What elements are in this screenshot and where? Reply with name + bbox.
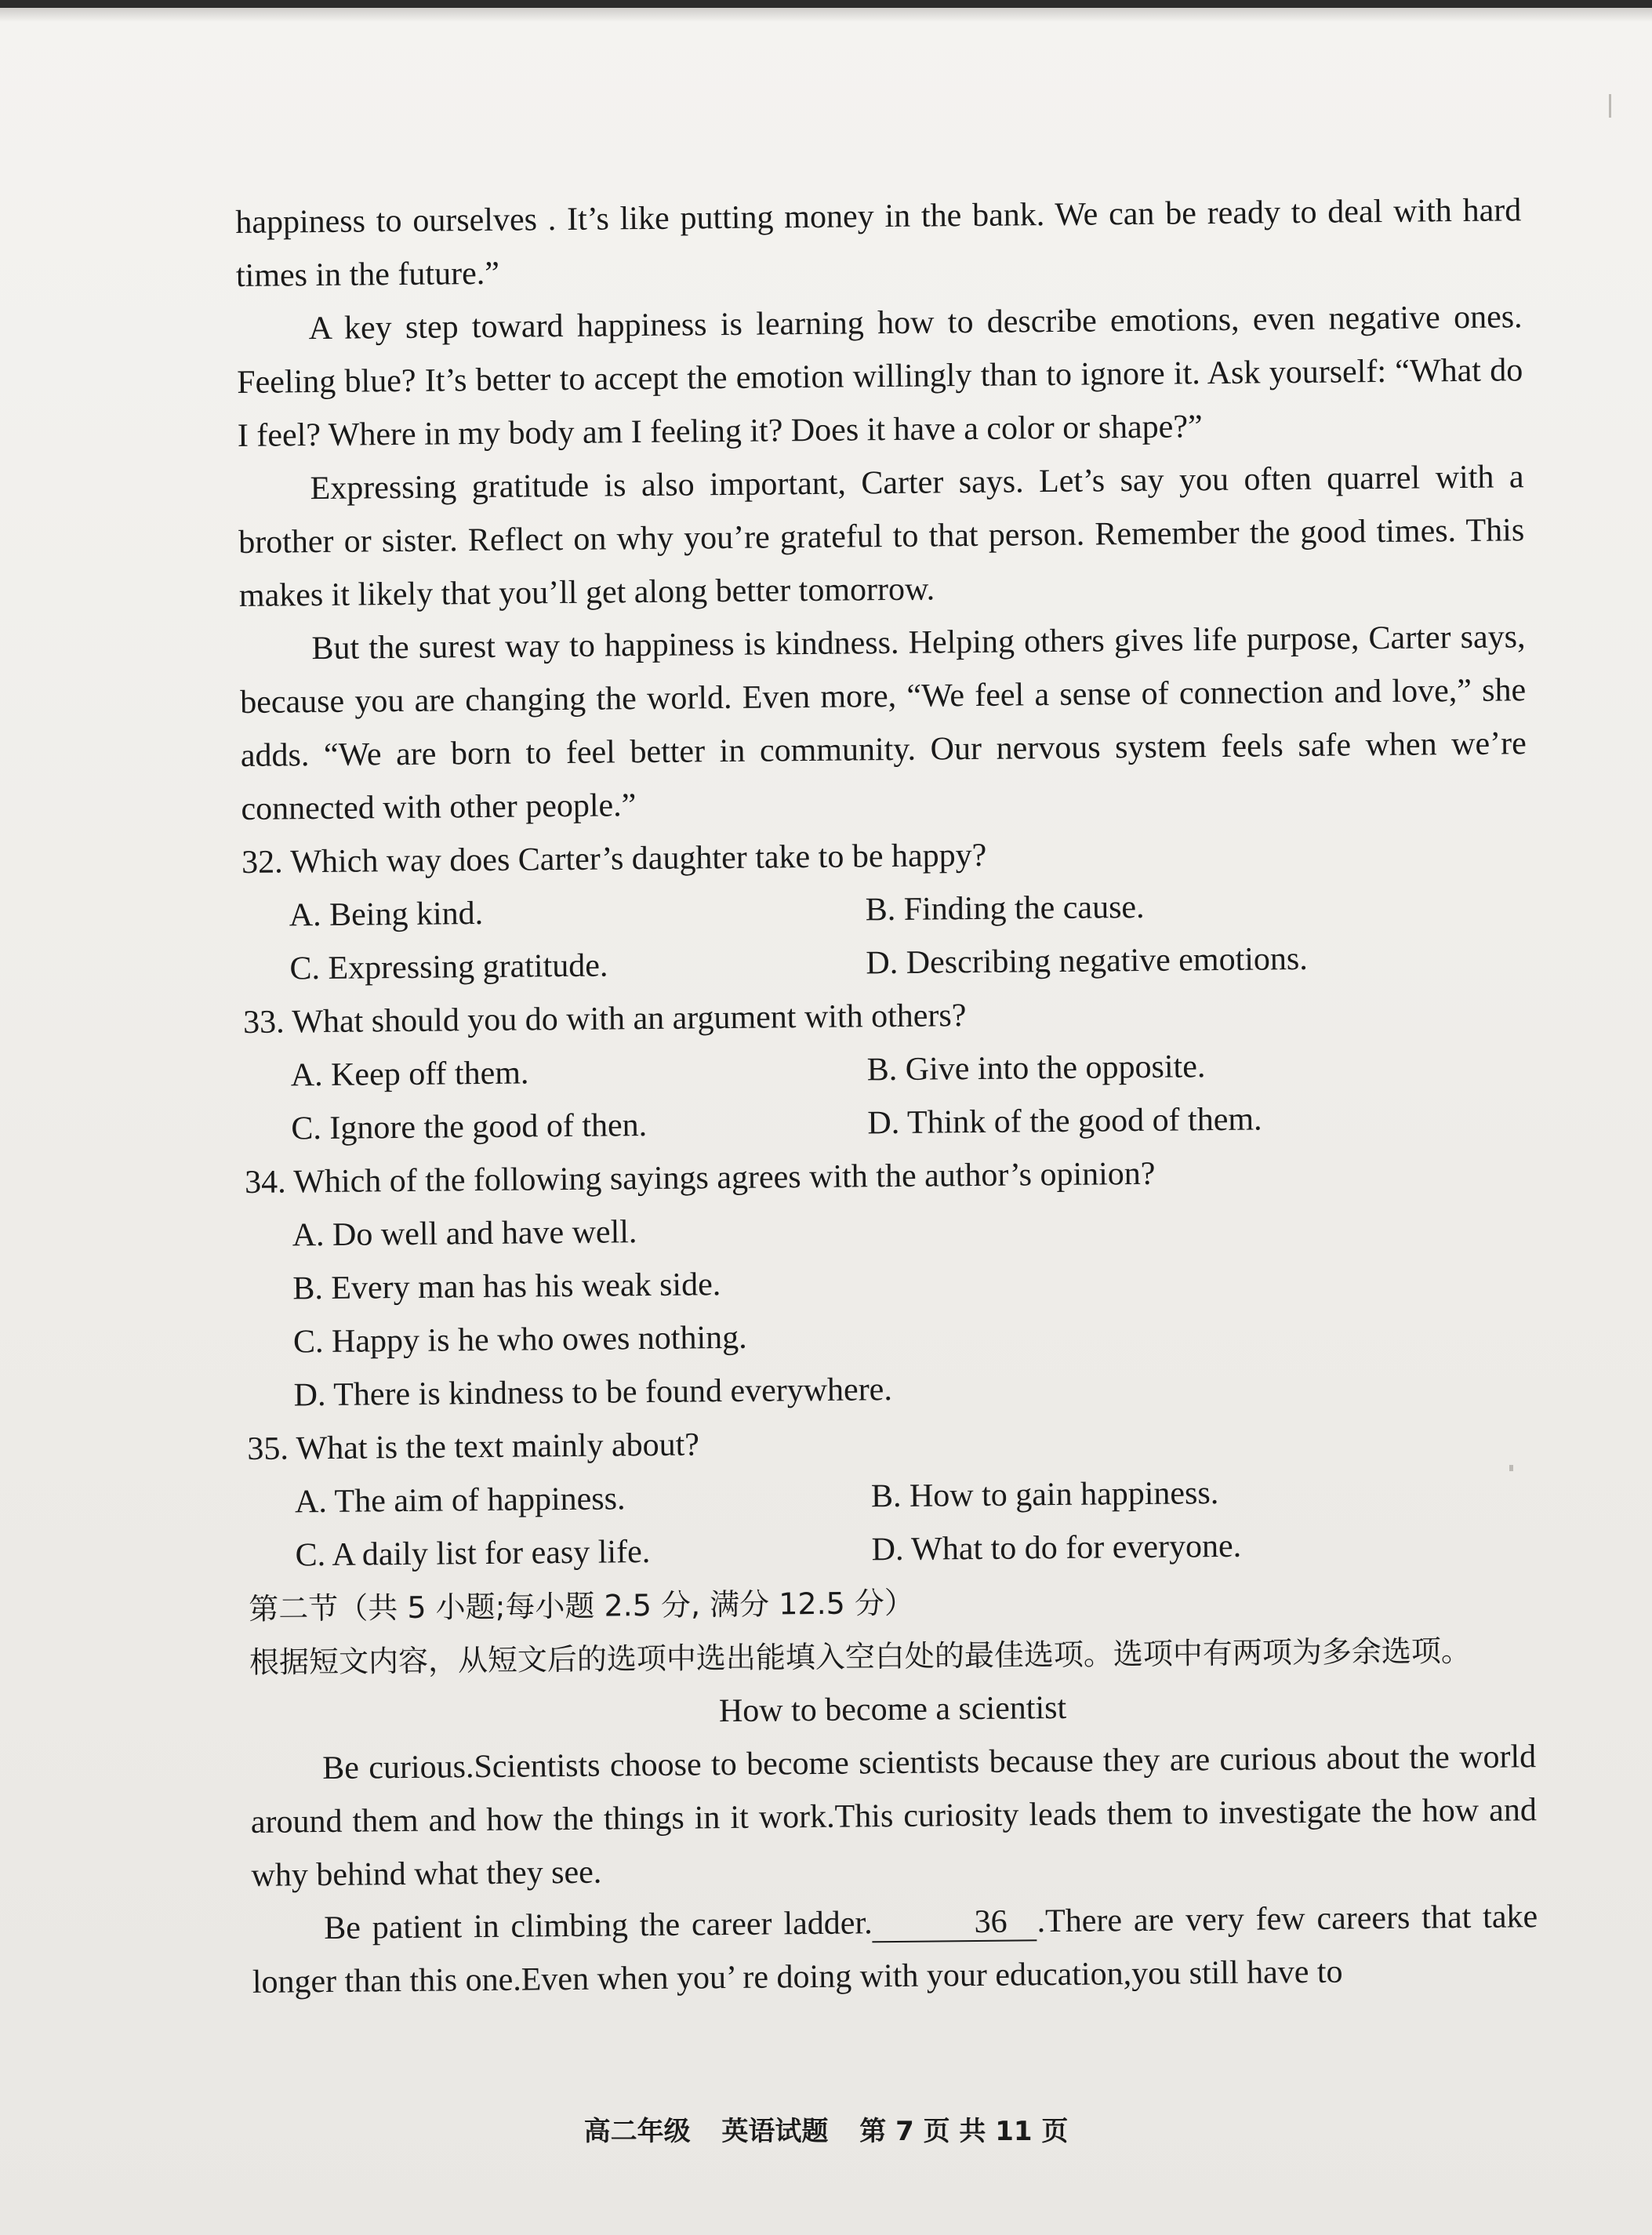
section2-paragraph-2 bbox=[252, 1890, 1538, 2009]
blank-36: 36 bbox=[872, 1903, 1037, 1942]
option-a: A. Do well and have well. bbox=[292, 1214, 637, 1254]
scan-speck bbox=[1609, 94, 1611, 118]
option-a: A. Keep off them. bbox=[290, 1055, 529, 1094]
question-stem: 32. Which way does Carter’s daughter take to be happy? bbox=[241, 837, 987, 881]
passage-paragraph-2: A key step toward happiness is learning how to describe emotions, even negative ones. Feeling blue? It’s better to accept the emotion willingly than to ignore it. Ask yourself: “What do I feel? Where in my body am I feeling it? Does it have a color or shape?” bbox=[237, 299, 1523, 454]
option-d: D. Think of the good of them. bbox=[867, 1101, 1262, 1142]
question-33 bbox=[243, 983, 1530, 1156]
option-a: A. The aim of happiness. bbox=[294, 1481, 626, 1521]
option-a: A. Being kind. bbox=[289, 896, 484, 934]
scan-edge-shadow bbox=[0, 8, 1652, 22]
option-b: B. Give into the opposite. bbox=[866, 1048, 1206, 1088]
question-32 bbox=[241, 823, 1529, 996]
question-34 bbox=[245, 1143, 1533, 1423]
option-b: B. How to gain happiness. bbox=[870, 1475, 1219, 1515]
scan-speck bbox=[1509, 1465, 1513, 1471]
passage-paragraph-3: Expressing gratitude is also important, Carter says. Let’s say you often quarrel with a brother or sister. Reflect on why you’re grateful to that person. Remember the good times. This makes it likely that you’ll get along better tomorrow. bbox=[238, 459, 1525, 614]
page-footer bbox=[0, 2110, 1652, 2148]
footer-page-number: 第 7 页 共 11 页 bbox=[859, 2116, 1069, 2147]
option-d: D. What to do for everyone. bbox=[871, 1528, 1242, 1568]
passage-paragraph-1: happiness to ourselves . It’s like putting money in the bank. We can be ready to deal with hard times in the future.” bbox=[235, 192, 1522, 294]
option-c: C. A daily list for easy life. bbox=[295, 1534, 651, 1574]
section2-paragraph-1: Be curious.Scientists choose to become scientists because they are curious about the world around them and how the things in it work.This curiosity leads them to investigate the how and why behind what they see. bbox=[250, 1739, 1538, 1894]
question-stem: 35. What is the text mainly about? bbox=[247, 1426, 700, 1467]
passage-title: How to become a scientist bbox=[718, 1689, 1067, 1730]
option-c: C. Expressing gratitude. bbox=[289, 947, 608, 987]
option-d: D. Describing negative emotions. bbox=[866, 940, 1308, 982]
page-content bbox=[235, 184, 1538, 2009]
footer-grade: 高二年级 bbox=[583, 2116, 691, 2147]
option-c: C. Happy is he who owes nothing. bbox=[292, 1319, 747, 1361]
footer-subject: 英语试题 bbox=[721, 2116, 829, 2147]
option-b: B. Finding the cause. bbox=[865, 889, 1145, 929]
question-35 bbox=[247, 1410, 1534, 1583]
section-instruction: 根据短文内容，从短文后的选项中选出能填入空白处的最佳选项。选项中有两项为多余选项。 bbox=[249, 1633, 1472, 1680]
paragraph-text-before-blank: Be patient in climbing the career ladder. bbox=[323, 1905, 873, 1947]
question-stem: 33. What should you do with an argument with others? bbox=[242, 998, 967, 1041]
option-c: C. Ignore the good of then. bbox=[291, 1107, 648, 1147]
passage-paragraph-4: But the surest way to happiness is kindness. Helping others gives life purpose, Carter says, because you are changing the world. Even more, “We feel a sense of connection and love,” she adds. “We are born to feel better in community. Our nervous system feels safe when we’re connected with other people.” bbox=[239, 619, 1527, 827]
scan-top-edge bbox=[0, 0, 1652, 8]
option-d: D. There is kindness to be found everywhere. bbox=[293, 1372, 893, 1414]
paragraph-text-after-blank: .There are very few careers that take longer than this one.Even when you’ re doing with your education,you still have to bbox=[252, 1899, 1538, 2001]
question-stem: 34. Which of the following sayings agrees with the author’s opinion? bbox=[244, 1155, 1156, 1201]
option-b: B. Every man has his weak side. bbox=[292, 1266, 721, 1307]
section-heading: 第二节（共 5 小题;每小题 2.5 分, 满分 12.5 分） bbox=[249, 1585, 915, 1626]
